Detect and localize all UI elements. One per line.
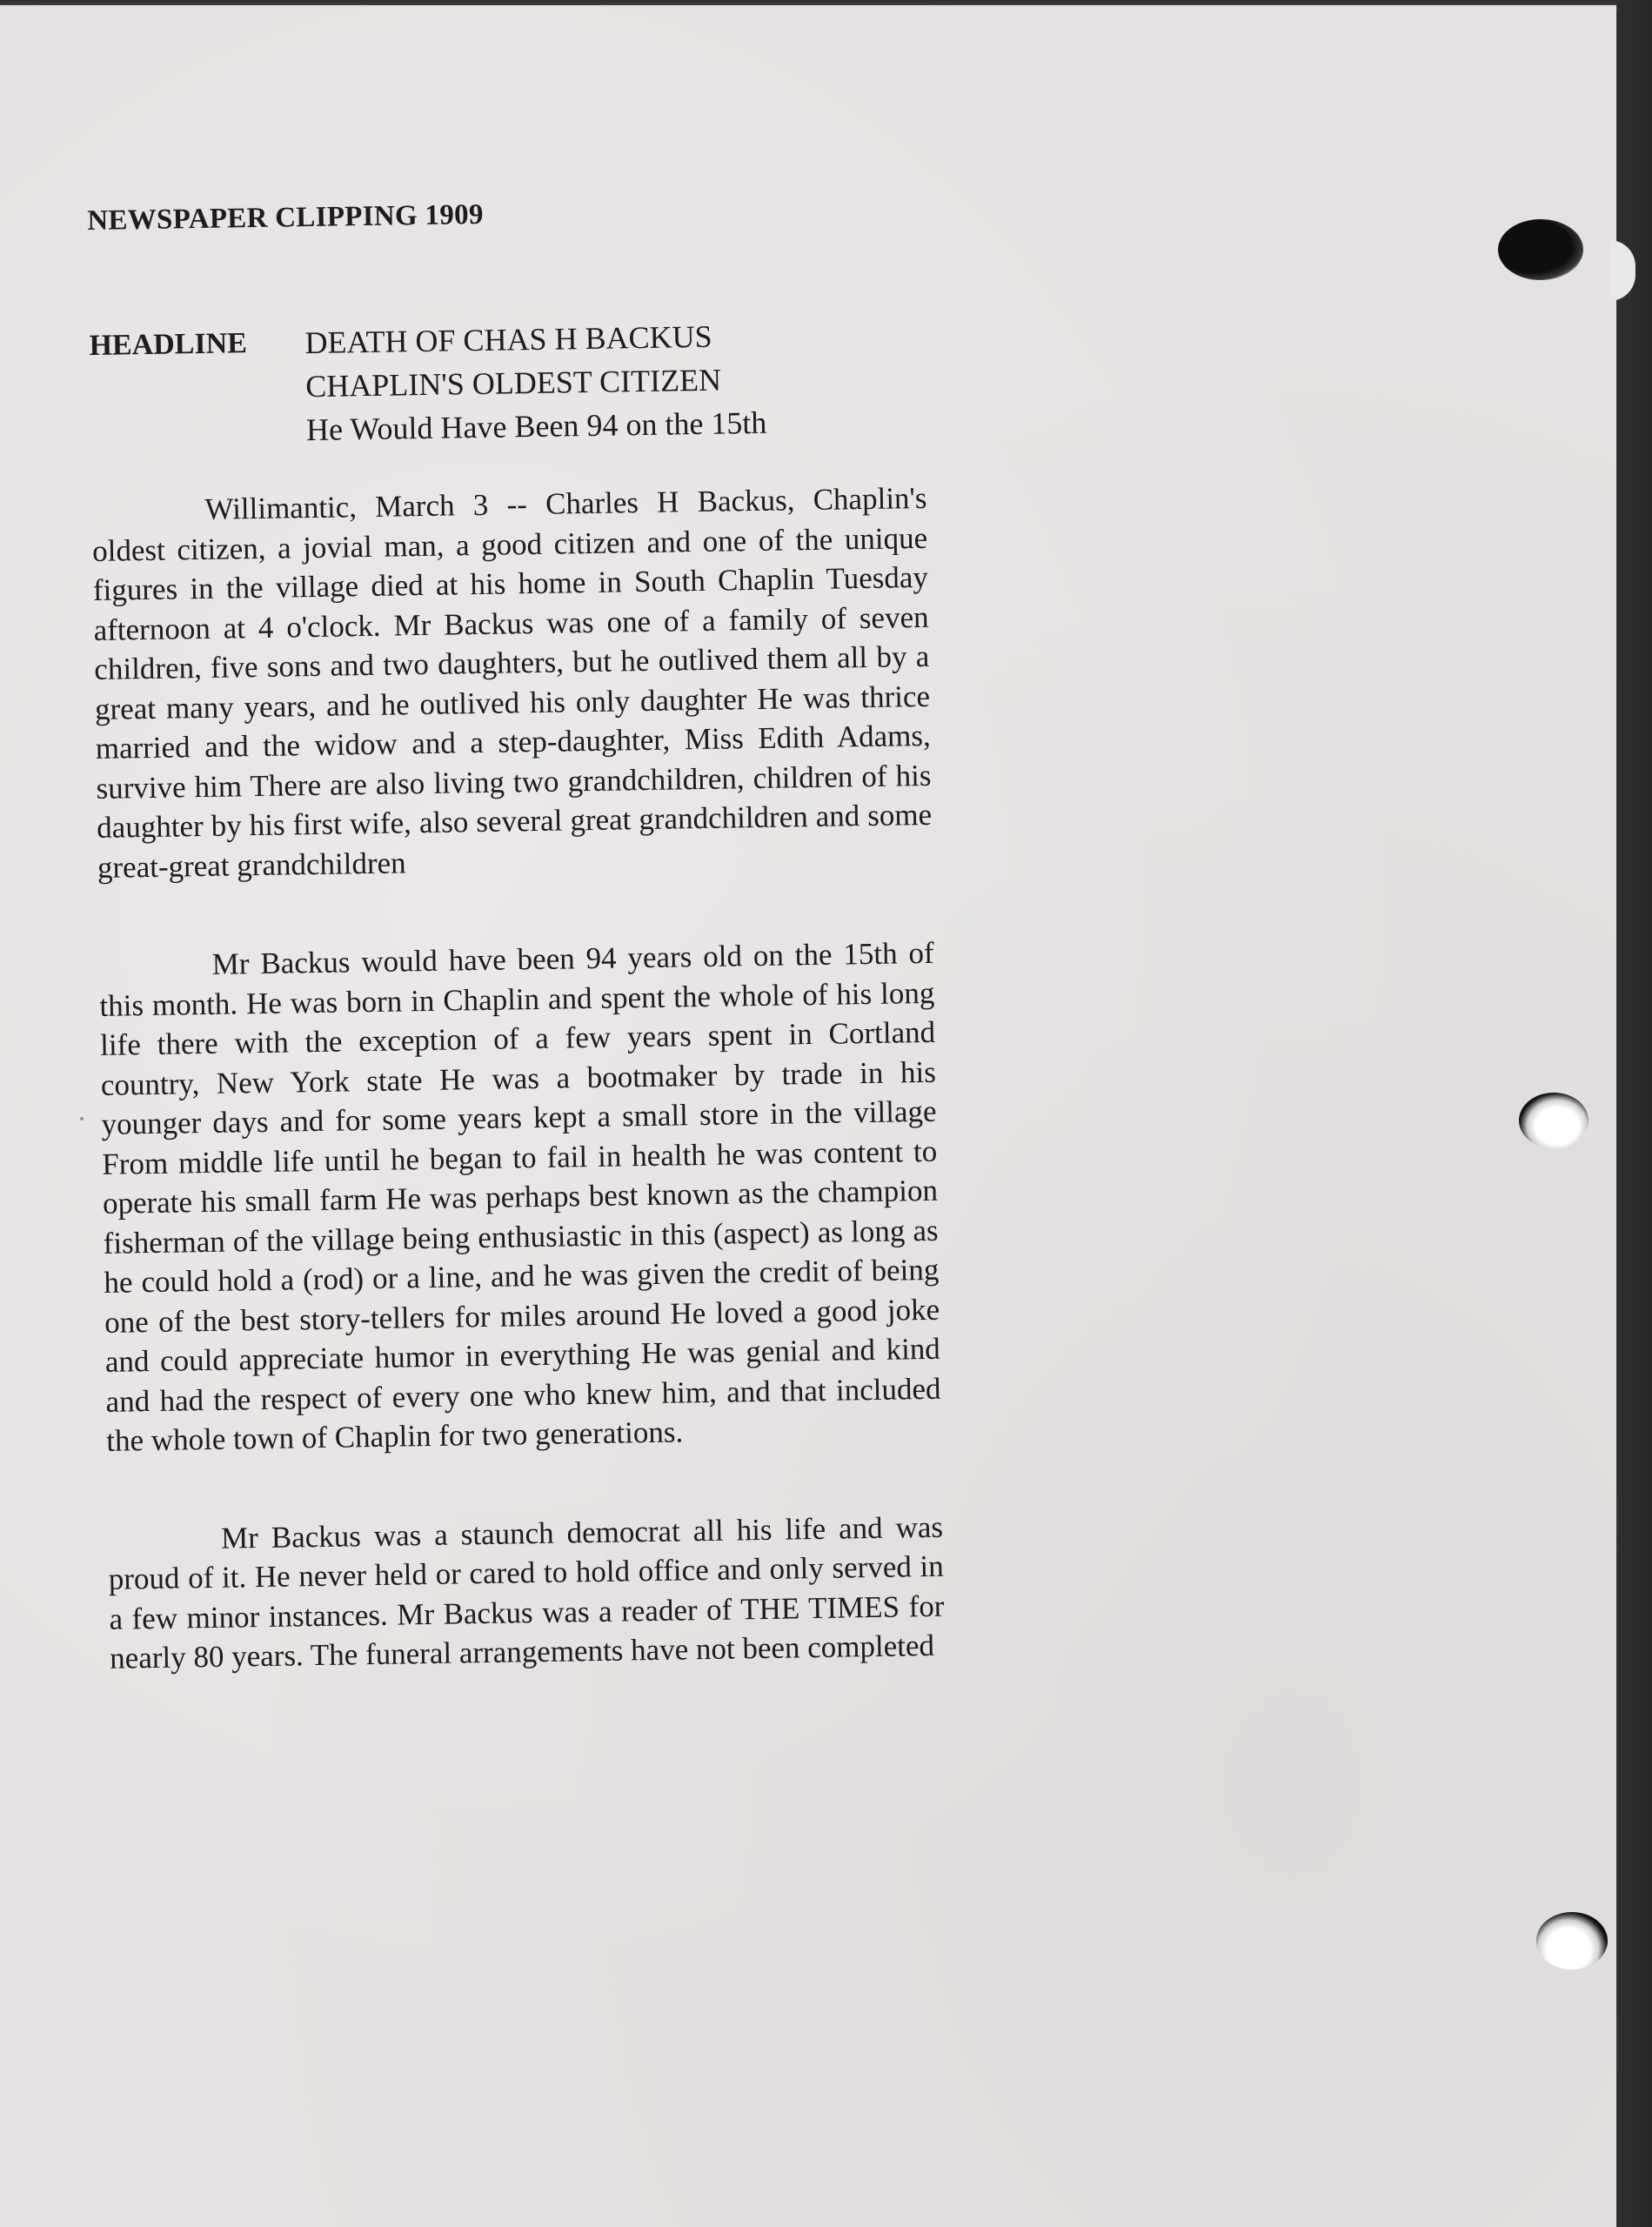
headline-line-2: CHAPLIN'S OLDEST CITIZEN bbox=[304, 362, 722, 405]
headline-label: HEADLINE bbox=[89, 327, 248, 362]
clipping-title: NEWSPAPER CLIPPING 1909 bbox=[87, 198, 484, 237]
punch-hole-bottom bbox=[1536, 1912, 1608, 1970]
clipping-content bbox=[87, 192, 964, 1738]
paper-speck bbox=[80, 1117, 84, 1120]
punch-hole-middle bbox=[1519, 1093, 1588, 1148]
headline-line-3: He Would Have Been 94 on the 15th bbox=[305, 405, 767, 448]
paragraph-3: Mr Backus was a staunch democrat all his life and was proud of it. He never held or cared to hold office and only served in a few minor instances. Mr Backus was a reader of THE TIMES for nearly 80 years. The funeral arrangements have not been completed bbox=[108, 1509, 945, 1675]
paragraph-1: Willimantic, March 3 -- Charles H Backus, Chaplin's oldest citizen, a jovial man, a good citizen and one of the unique figures in the village died at his home in South Chaplin Tuesday afternoon at 4 o'clock. Mr Backus was one of a family of seven children, five sons and two daughters, but he outlived them all by a great many years, and he outlived his only daughter He was thrice married and the widow and a step-daughter, Miss Edith Adams, survive him There are also living two grandchildren, children of his daughter by his first wife, also several great grandchildren and some great-great grandchildren bbox=[91, 480, 933, 885]
paragraph-2: Mr Backus would have been 94 years old on the 15th of this month. He was born in Chaplin and spent the whole of his long life there with the exception of a few years spent in Cortland country, New York state He was a bootmaker by trade in his younger days and for some years kept a small store in the village From middle life until he began to fail in health he was content to operate his small farm He was perhaps best known as the champion fisherman of the village being enthusiastic in this (aspect) as long as he could hold a (rod) or a line, and he was given the credit of being one of the best story-tellers for miles around He loved a good joke and could appreciate humor in everything He was genial and kind and had the respect of every one who knew him, and that included the whole town of Chaplin for two generations. bbox=[99, 935, 941, 1458]
headline-lines bbox=[304, 314, 767, 451]
headline-line-1: DEATH OF CHAS H BACKUS bbox=[304, 318, 712, 361]
headline-block bbox=[89, 311, 943, 455]
document-page bbox=[0, 5, 1616, 2227]
binder-edge bbox=[1617, 0, 1652, 2227]
punch-hole-top bbox=[1498, 219, 1583, 280]
